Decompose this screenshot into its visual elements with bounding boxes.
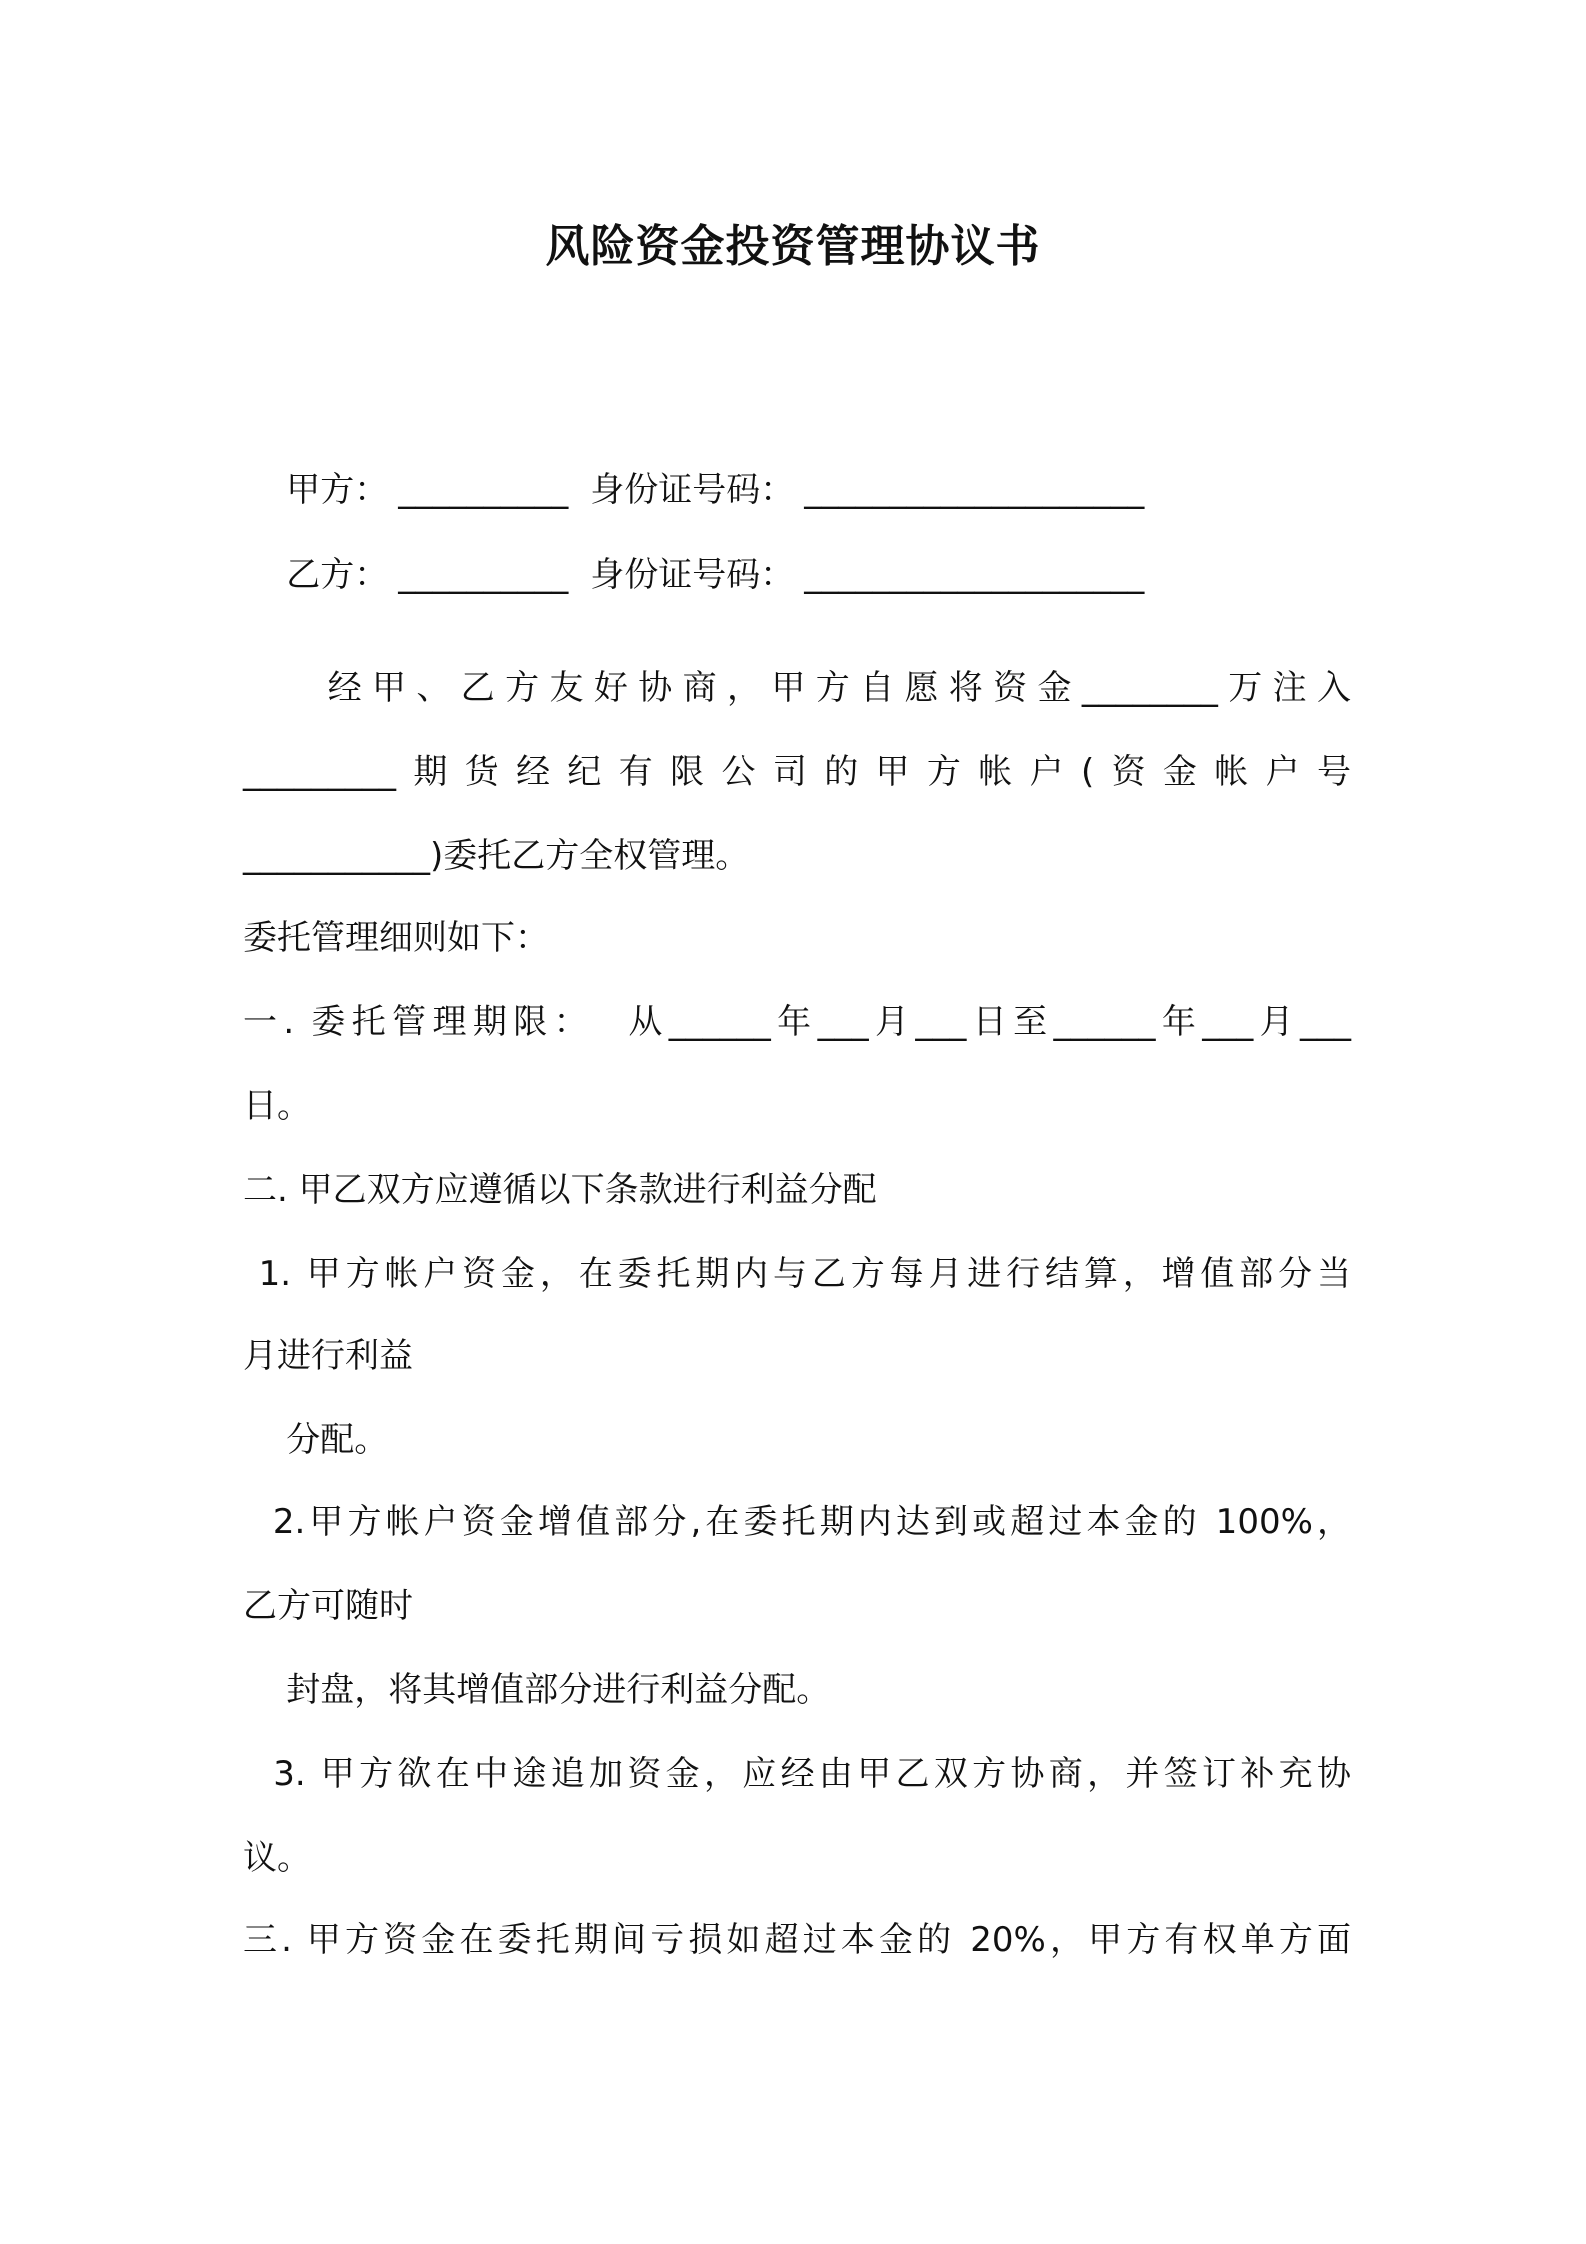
intro-line-3: ___________)委托乙方全权管理。 — [243, 836, 750, 876]
clause-2-item-1-line-3: 分配。 — [243, 1420, 389, 1460]
party-b-row — [243, 503, 1144, 647]
clause-2-item-3-line-2: 议。 — [243, 1838, 311, 1878]
party-b-id-blank: ____________________ — [804, 555, 1145, 595]
clause-2-item-2-line-2: 乙方可随时 — [243, 1586, 413, 1626]
intro-line-2: _________期货经纪有限公司的甲方帐户(资金帐户号 — [243, 752, 1351, 792]
clause-2-item-1-line-2: 月进行利益 — [243, 1336, 413, 1376]
party-b-label: 乙方： — [286, 555, 389, 595]
clause-1-line-2: 日。 — [243, 1086, 311, 1126]
party-a-id-label: 身份证号码： — [590, 470, 795, 510]
clause-2-item-2-line-1: 2.甲方帐户资金增值部分,在委托期内达到或超过本金的 100%， — [243, 1502, 1351, 1542]
party-b-id-label: 身份证号码： — [590, 555, 795, 595]
rules-heading: 委托管理细则如下： — [243, 918, 549, 958]
party-a-name-blank: __________ — [398, 470, 569, 510]
clause-2-heading: 二. 甲乙双方应遵循以下条款进行利益分配 — [243, 1170, 877, 1210]
intro-line-1: 经甲、乙方友好协商，甲方自愿将资金________万注入 — [243, 668, 1351, 708]
party-a-label: 甲方： — [286, 470, 389, 510]
clause-3-line-1: 三. 甲方资金在委托期间亏损如超过本金的 20%，甲方有权单方面 — [243, 1920, 1351, 1960]
party-a-id-blank: ____________________ — [804, 470, 1145, 510]
clause-2-item-1-line-1: 1. 甲方帐户资金，在委托期内与乙方每月进行结算，增值部分当 — [243, 1254, 1351, 1294]
clause-1-line-1: 一. 委托管理期限： 从______年___月___日至______年___月___ — [243, 1002, 1351, 1042]
clause-2-item-2-line-3: 封盘，将其增值部分进行利益分配。 — [243, 1670, 831, 1710]
document-title: 风险资金投资管理协议书 — [545, 221, 1041, 272]
party-b-name-blank: __________ — [398, 555, 569, 595]
clause-2-item-3-line-1: 3. 甲方欲在中途追加资金，应经由甲乙双方协商，并签订补充协 — [243, 1754, 1351, 1794]
